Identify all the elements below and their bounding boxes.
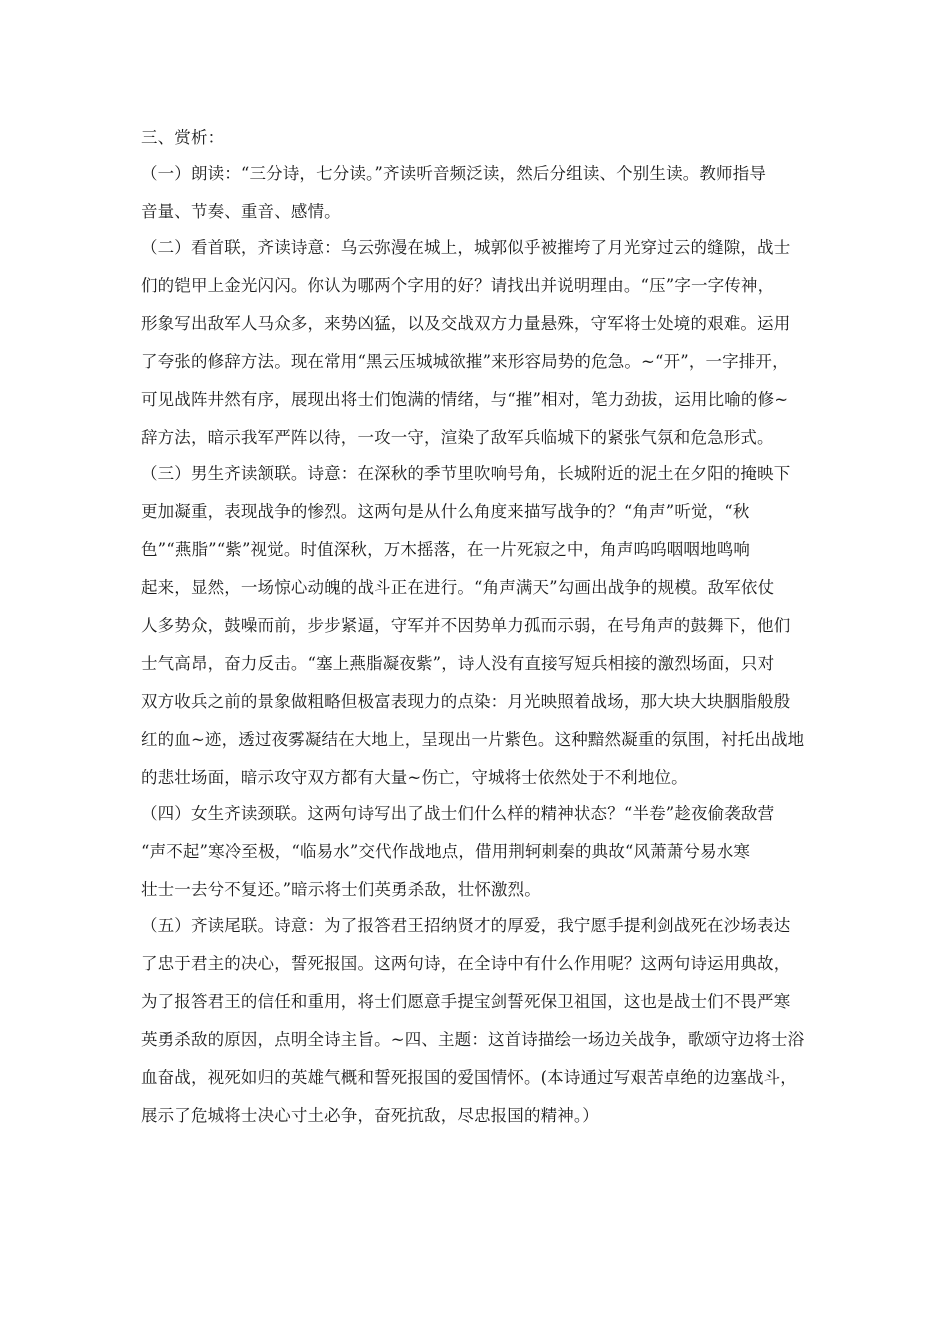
- text-line: （五）齐读尾联。诗意：为了报答君王招纳贤才的厚爱，我宁愿手提利剑战死在沙场表达: [141, 916, 791, 935]
- text-line: 起来，显然，一场惊心动魄的战斗正在进行。“角声满天”勾画出战争的规模。敌军依仗: [141, 578, 775, 597]
- text-line: 为了报答君王的信任和重用，将士们愿意手提宝剑誓死保卫祖国，这也是战士们不畏严寒: [141, 992, 791, 1011]
- text-line: （二）看首联，齐读诗意：乌云弥漫在城上，城郭似乎被摧垮了月光穿过云的缝隙，战士: [141, 238, 791, 257]
- text-line: 了夸张的修辞方法。现在常用“黑云压城城欲摧”来形容局势的危急。~“开”，一字排开，: [141, 352, 789, 371]
- text-line: 色”“燕脂”“紫”视觉。时值深秋，万木摇落，在一片死寂之中，角声呜呜咽咽地鸣响: [141, 540, 751, 559]
- text-line: 血奋战，视死如归的英雄气概和誓死报国的爱国情怀。(本诗通过写艰苦卓绝的边塞战斗，: [141, 1068, 797, 1087]
- text-line: 更加凝重，表现战争的惨烈。这两句是从什么角度来描写战争的？“角声”听觉，“秋: [141, 502, 750, 521]
- text-line: （一）朗读：“三分诗，七分读。”齐读听音频泛读，然后分组读、个别生读。教师指导: [141, 164, 766, 183]
- text-line: （三）男生齐读颔联。诗意：在深秋的季节里吹响号角，长城附近的泥土在夕阳的掩映下: [141, 464, 791, 483]
- text-line: 英勇杀敌的原因，点明全诗主旨。~四、主题：这首诗描绘一场边关战争，歌颂守边将士浴: [141, 1030, 805, 1049]
- text-line: 辞方法，暗示我军严阵以待，一攻一守，渲染了敌军兵临城下的紧张气氛和危急形式。: [141, 428, 774, 447]
- text-line: “声不起”寒冷至极，“临易水”交代作战地点，借用荆轲刺秦的典故“风萧萧兮易水寒: [141, 842, 751, 861]
- text-line: 人多势众，鼓噪而前，步步紧逼，守军并不因势单力孤而示弱，在号角声的鼓舞下，他们: [141, 616, 791, 635]
- text-line: 双方收兵之前的景象做粗略但极富表现力的点染：月光映照着战场，那大块大块胭脂般殷: [141, 692, 791, 711]
- text-line: 可见战阵井然有序，展现出将士们饱满的情绪，与“摧”相对，笔力劲拔，运用比喻的修~: [141, 390, 789, 409]
- text-line: 壮士一去兮不复还。”暗示将士们英勇杀敌，壮怀激烈。: [141, 880, 541, 899]
- text-line: （四）女生齐读颈联。这两句诗写出了战士们什么样的精神状态？“半卷”趁夜偷袭敌营: [141, 804, 775, 823]
- text-line: 们的铠甲上金光闪闪。你认为哪两个字用的好？请找出并说明理由。“压”字一字传神，: [141, 276, 775, 295]
- text-line: 了忠于君主的决心，誓死报国。这两句诗，在全诗中有什么作用呢？这两句诗运用典故，: [141, 954, 791, 973]
- text-line: 的悲壮场面，暗示攻守双方都有大量~伤亡，守城将士依然处于不利地位。: [141, 768, 688, 787]
- text-line: 形象写出敌军人马众多，来势凶猛，以及交战双方力量悬殊，守军将士处境的艰难。运用: [141, 314, 791, 333]
- text-line: 展示了危城将士决心寸土必争，奋死抗敌，尽忠报国的精神。）: [141, 1106, 599, 1125]
- section-heading: 三、赏析：: [141, 128, 225, 147]
- text-line: 士气高昂，奋力反击。“塞上燕脂凝夜紫”，诗人没有直接写短兵相接的激烈场面，只对: [141, 654, 775, 673]
- text-line: 音量、节奏、重音、感情。: [141, 202, 341, 221]
- text-line: 红的血~迹，透过夜雾凝结在大地上，呈现出一片紫色。这种黯然凝重的氛围，衬托出战地: [141, 730, 805, 749]
